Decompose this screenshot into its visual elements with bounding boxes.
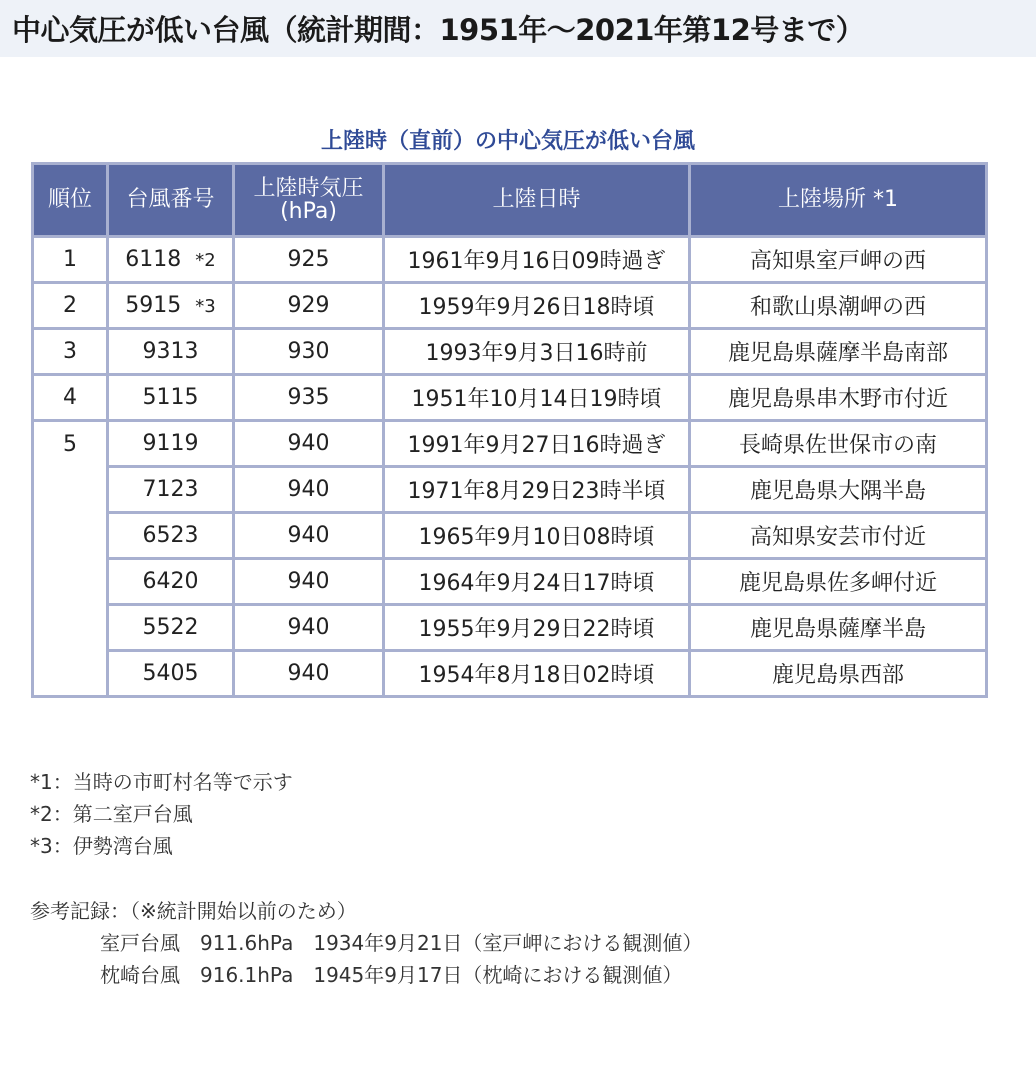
- cell-place: 鹿児島県大隅半島: [690, 467, 987, 513]
- cell-datetime: 1993年9月3日16時前: [384, 329, 690, 375]
- cell-number: 9313: [108, 329, 234, 375]
- cell-pressure: 940: [234, 513, 384, 559]
- cell-place: 鹿児島県薩摩半島: [690, 605, 987, 651]
- reference-records: [30, 895, 702, 991]
- page-title: 中心気圧が低い台風（統計期間：1951年〜2021年第12号まで）: [12, 13, 865, 47]
- cell-rank: 1: [33, 237, 108, 283]
- cell-datetime: 1965年9月10日08時頃: [384, 513, 690, 559]
- table-row: [33, 421, 987, 467]
- cell-number: 5522: [108, 605, 234, 651]
- header-pressure-line2: (hPa): [280, 199, 337, 224]
- cell-number: [108, 283, 234, 329]
- cell-pressure: 925: [234, 237, 384, 283]
- table-header-row: [33, 164, 987, 237]
- header-datetime: 上陸日時: [384, 164, 690, 237]
- cell-pressure: 940: [234, 605, 384, 651]
- typhoon-table: [31, 162, 988, 698]
- cell-number: 7123: [108, 467, 234, 513]
- header-number: 台風番号: [108, 164, 234, 237]
- header-place: 上陸場所 *1: [690, 164, 987, 237]
- cell-pressure: 940: [234, 651, 384, 697]
- table-row: [33, 237, 987, 283]
- cell-number: 9119: [108, 421, 234, 467]
- table-row: [33, 559, 987, 605]
- cell-number: 5405: [108, 651, 234, 697]
- cell-place: 鹿児島県串木野市付近: [690, 375, 987, 421]
- header-rank: 順位: [33, 164, 108, 237]
- note-marker: *3: [195, 296, 216, 317]
- footnote-3: *3：伊勢湾台風: [30, 834, 173, 858]
- header-pressure: [234, 164, 384, 237]
- reference-line: 枕崎台風 916.1hPa 1945年9月17日（枕崎における観測値）: [100, 963, 683, 987]
- title-bar: [0, 0, 1036, 57]
- cell-datetime: 1951年10月14日19時頃: [384, 375, 690, 421]
- cell-place: 高知県室戸岬の西: [690, 237, 987, 283]
- cell-place: 高知県安芸市付近: [690, 513, 987, 559]
- table-row: [33, 375, 987, 421]
- header-pressure-line1: 上陸時気圧: [253, 175, 364, 201]
- cell-pressure: 940: [234, 559, 384, 605]
- cell-datetime: 1971年8月29日23時半頃: [384, 467, 690, 513]
- cell-rank: 3: [33, 329, 108, 375]
- reference-heading: 参考記録：（※統計開始以前のため）: [30, 899, 357, 923]
- table-row: [33, 605, 987, 651]
- cell-place: 和歌山県潮岬の西: [690, 283, 987, 329]
- table-row: [33, 651, 987, 697]
- cell-place: 長崎県佐世保市の南: [690, 421, 987, 467]
- cell-datetime: 1954年8月18日02時頃: [384, 651, 690, 697]
- cell-place: 鹿児島県薩摩半島南部: [690, 329, 987, 375]
- table-row: [33, 467, 987, 513]
- cell-number: 5115: [108, 375, 234, 421]
- reference-line: 室戸台風 911.6hPa 1934年9月21日（室戸岬における観測値）: [100, 931, 703, 955]
- cell-datetime: 1964年9月24日17時頃: [384, 559, 690, 605]
- footnote-2: *2：第二室戸台風: [30, 802, 193, 826]
- cell-place: 鹿児島県佐多岬付近: [690, 559, 987, 605]
- table-row: [33, 329, 987, 375]
- cell-rank: 2: [33, 283, 108, 329]
- table-row: [33, 513, 987, 559]
- cell-rank: 4: [33, 375, 108, 421]
- cell-place: 鹿児島県西部: [690, 651, 987, 697]
- cell-number: 6420: [108, 559, 234, 605]
- table-caption: 上陸時（直前）の中心気圧が低い台風: [320, 129, 695, 154]
- cell-datetime: 1959年9月26日18時頃: [384, 283, 690, 329]
- cell-pressure: 929: [234, 283, 384, 329]
- cell-pressure: 940: [234, 467, 384, 513]
- table-row: [33, 283, 987, 329]
- note-marker: *2: [195, 250, 216, 271]
- cell-number: 6523: [108, 513, 234, 559]
- cell-number: [108, 237, 234, 283]
- cell-pressure: 935: [234, 375, 384, 421]
- footnote-1: *1：当時の市町村名等で示す: [30, 770, 293, 794]
- cell-datetime: 1955年9月29日22時頃: [384, 605, 690, 651]
- cell-pressure: 940: [234, 421, 384, 467]
- footnotes: [30, 766, 293, 862]
- cell-datetime: 1991年9月27日16時過ぎ: [384, 421, 690, 467]
- cell-rank: 5: [33, 421, 108, 697]
- cell-pressure: 930: [234, 329, 384, 375]
- cell-datetime: 1961年9月16日09時過ぎ: [384, 237, 690, 283]
- typhoon-number: 5915: [125, 293, 182, 318]
- typhoon-number: 6118: [125, 247, 182, 272]
